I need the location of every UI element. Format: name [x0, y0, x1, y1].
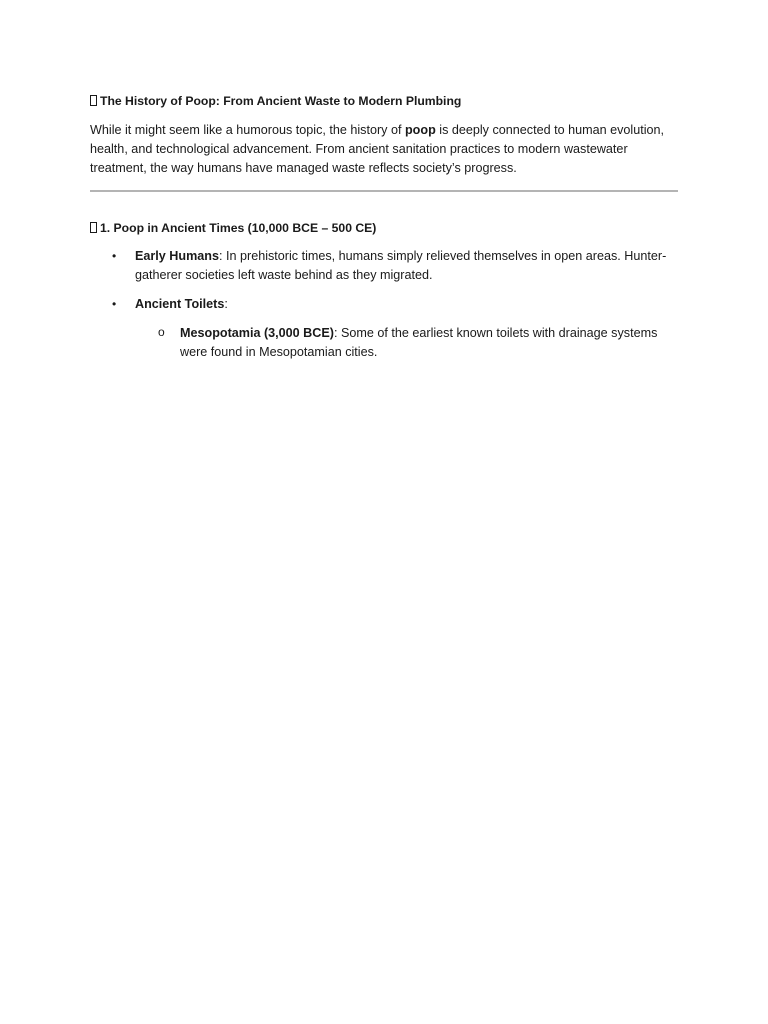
sub-bullet-marker: o — [158, 325, 165, 339]
bullet-list — [90, 247, 680, 362]
bullet-marker: • — [112, 297, 117, 311]
section-heading — [90, 219, 680, 238]
list-item-text: : — [224, 297, 228, 311]
list-item-term: Ancient Toilets — [135, 297, 225, 311]
document-content — [90, 92, 680, 372]
intro-paragraph — [90, 121, 680, 178]
sub-list — [135, 324, 680, 362]
intro-text-before: While it might seem like a humorous topic, the history of — [90, 123, 405, 137]
box-glyph-icon — [90, 95, 97, 106]
box-glyph-icon — [90, 222, 97, 233]
sub-item-text: : Some of the earliest known toilets with drainage systems were found in Mesopotamian cities. — [180, 326, 658, 359]
intro-bold-term: poop — [404, 123, 436, 137]
sub-item-term: Mesopotamia (3,000 BCE) — [180, 326, 334, 340]
document-title-text: The History of Poop: From Ancient Waste to Modern Plumbing — [100, 94, 462, 108]
list-item-text: : In prehistoric times, humans simply relieved themselves in open areas. Hunter-gatherer societies left waste behind as they migrated. — [135, 249, 667, 282]
section-heading-text: 1. Poop in Ancient Times (10,000 BCE – 500 CE) — [100, 221, 377, 235]
list-item — [90, 247, 680, 285]
intro-text-after: is deeply connected to human evolution, health, and technological advancement. From ancient sanitation practices to modern wastewater treatment, the way humans have managed waste reflects society’s progress. — [90, 123, 665, 175]
bullet-marker: • — [112, 249, 117, 263]
horizontal-rule — [90, 190, 678, 192]
list-item-term: Early Humans — [135, 249, 219, 263]
document-title — [90, 92, 680, 111]
list-item — [90, 295, 680, 362]
sub-list-item — [135, 324, 680, 362]
